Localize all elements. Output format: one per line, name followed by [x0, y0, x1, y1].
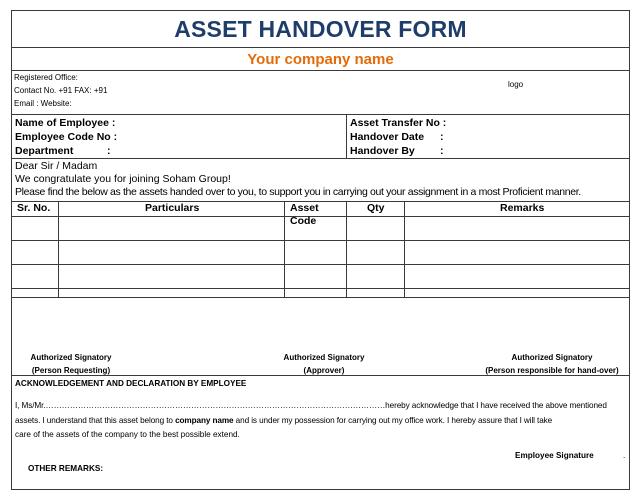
row-4-particulars[interactable]	[58, 289, 284, 297]
employee-name-label: Name of Employee :	[15, 117, 116, 129]
row-4-asset-code[interactable]	[284, 289, 346, 297]
row-2-particulars[interactable]	[58, 241, 284, 264]
row-3-particulars[interactable]	[58, 265, 284, 288]
signatory-section	[12, 298, 629, 376]
company-name: Your company name	[12, 48, 629, 71]
handover-by-label: Handover By	[350, 145, 415, 157]
row-1-qty[interactable]	[346, 217, 404, 240]
handover-date-label: Handover Date	[350, 131, 425, 143]
signatory-role: (Approver)	[303, 366, 345, 375]
handover-by-colon: :	[440, 145, 444, 157]
email-website-label: Email : Website:	[14, 99, 72, 108]
acknowledgement-line-3: care of the assets of the company to the best possible extend.	[15, 430, 240, 439]
row-1-particulars[interactable]	[58, 217, 284, 240]
row-2-remarks[interactable]	[404, 241, 631, 264]
header-asset-code: Asset Code	[290, 202, 319, 227]
signatory-role: (Person Requesting)	[31, 366, 111, 375]
asset-transfer-no-label: Asset Transfer No :	[350, 117, 447, 129]
company-name-inline: company name	[175, 416, 234, 425]
row-2-asset-code[interactable]	[284, 241, 346, 264]
form-title: ASSET HANDOVER FORM	[12, 11, 629, 48]
signatory-role: (Person responsible for hand-over)	[485, 366, 619, 375]
row-2-sr-no[interactable]	[12, 241, 58, 264]
table-row	[12, 289, 629, 298]
salutation: Dear Sir / Madam	[15, 160, 98, 172]
asset-table-header	[12, 202, 629, 227]
row-4-remarks[interactable]	[404, 289, 631, 297]
row-4-qty[interactable]	[346, 289, 404, 297]
row-4-sr-no[interactable]	[12, 289, 58, 297]
employee-divider	[346, 115, 347, 158]
congratulation-text: We congratulate you for joining Soham Group!	[15, 173, 231, 185]
employee-details	[12, 115, 629, 159]
signatory-requesting	[26, 351, 116, 377]
signature-dot: .	[623, 451, 626, 460]
handover-date-colon: :	[440, 131, 444, 143]
row-3-remarks[interactable]	[404, 265, 631, 288]
header-remarks: Remarks	[500, 202, 545, 214]
department-colon: :	[107, 145, 111, 157]
signatory-approver	[279, 351, 369, 377]
signatory-title: Authorized Signatory	[30, 353, 112, 362]
intro-letter	[12, 159, 629, 202]
signatory-handover	[478, 351, 626, 377]
logo-placeholder: logo	[508, 80, 524, 89]
row-1-sr-no[interactable]	[12, 217, 58, 240]
row-1-remarks[interactable]	[404, 217, 631, 240]
table-row	[12, 217, 629, 241]
other-remarks-label: OTHER REMARKS:	[28, 464, 104, 473]
row-2-qty[interactable]	[346, 241, 404, 264]
handover-text: Please find the below as the assets handed over to you, to support you in carrying out your assignment in a most Proficient manner.	[15, 186, 581, 198]
row-3-sr-no[interactable]	[12, 265, 58, 288]
header-particulars: Particulars	[145, 202, 200, 214]
table-row	[12, 241, 629, 265]
table-row	[12, 265, 629, 289]
acknowledgement-line-1: I, Ms/Mr.………………………………………………………………………………………………………………hereby acknowledge that I have received the above mentioned	[15, 401, 607, 410]
office-details	[12, 71, 629, 115]
signatory-title: Authorized Signatory	[511, 353, 593, 362]
employee-signature-label: Employee Signature	[515, 451, 594, 460]
contact-fax-label: Contact No. +91 FAX: +91	[14, 86, 108, 95]
header-qty: Qty	[367, 202, 385, 214]
acknowledgement-line-2: assets. I understand that this asset belong to company name and is under my possession for carrying out my office work. I hereby assure that I will take	[15, 416, 553, 425]
row-3-asset-code[interactable]	[284, 265, 346, 288]
department-label: Department	[15, 145, 74, 157]
employee-code-label: Employee Code No :	[15, 131, 118, 143]
row-1-asset-code[interactable]	[284, 217, 346, 240]
row-3-qty[interactable]	[346, 265, 404, 288]
signatory-title: Authorized Signatory	[283, 353, 365, 362]
asset-handover-form	[11, 10, 630, 490]
acknowledgement-heading: ACKNOWLEDGEMENT AND DECLARATION BY EMPLOYEE	[15, 379, 247, 388]
acknowledgement-section	[12, 376, 629, 491]
header-sr-no: Sr. No.	[17, 202, 51, 214]
registered-office-label: Registered Office:	[14, 73, 78, 82]
